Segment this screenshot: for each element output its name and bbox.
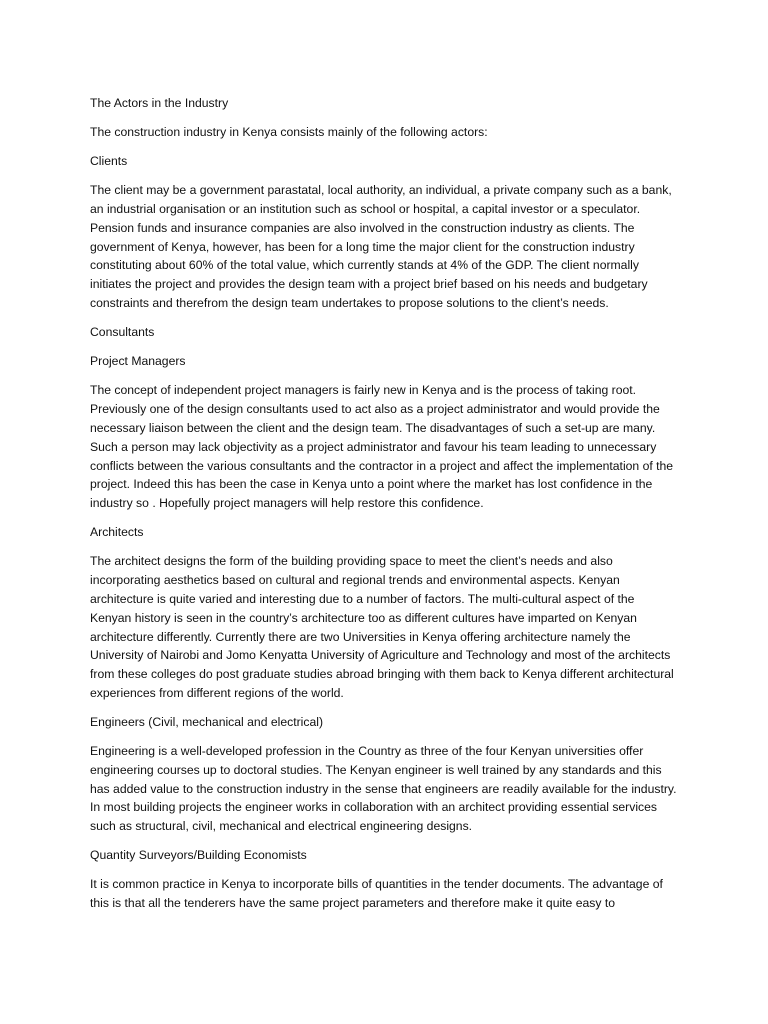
paragraph-clients: The client may be a government parastatal, local authority, an individual, a private company such as a bank, an industrial organisation or an institution such as school or hospital, a capital investor or a speculator. Pension funds and insurance companies are also involved in the construction industry as clients. The government of Kenya, however, has been for a long time the major client for the construction industry constituting about 60% of the total value, which currently stands at 4% of the GDP. The client normally initiates the project and provides the design team with a project brief based on his needs and budgetary constraints and therefrom the design team undertakes to propose solutions to the client’s needs. [90, 183, 672, 311]
heading-quantity-surveyors: Quantity Surveyors/Building Economists [90, 848, 307, 863]
paragraph-quantity-surveyors: It is common practice in Kenya to incorporate bills of quantities in the tender documents. The advantage of this is that all the tenderers have the same project parameters and therefore make it quite easy to [90, 877, 663, 911]
heading-engineers: Engineers (Civil, mechanical and electrical) [90, 714, 324, 729]
paragraph-engineers: Engineering is a well-developed profession in the Country as three of the four Kenyan universities offer engineering courses up to doctoral studies. The Kenyan engineer is well trained by any standards and this has added value to the construction industry in the sense that engineers are readily available for the industry. In most building projects the engineer works in collaboration with an architect providing essential services such as structural, civil, mechanical and electrical engineering designs. [90, 744, 677, 834]
document-body [90, 94, 678, 923]
paragraph-architects: The architect designs the form of the building providing space to meet the client’s needs and also incorporating aesthetics based on cultural and regional trends and environmental aspects. Kenyan architecture is quite varied and interesting due to a number of factors. The multi-cultural aspect of the Kenyan history is seen in the country’s architecture too as different cultures have imparted on Kenyan architecture differently. Currently there are two Universities in Kenya offering architecture namely the University of Nairobi and Jomo Kenyatta University of Agriculture and Technology and most of the architects from these colleges do post graduate studies abroad bringing with them back to Kenya different architectural experiences from different regions of the world. [90, 554, 674, 700]
paragraph-project-managers: The concept of independent project managers is fairly new in Kenya and is the process of taking root. Previously one of the design consultants used to act also as a project administrator and would provide the necessary liaison between the client and the design team. The disadvantages of such a set-up are many. Such a person may lack objectivity as a project administrator and favour his team leading to unnecessary conflicts between the various consultants and the contractor in a project and affect the implementation of the project. Indeed this has been the case in Kenya unto a point where the market has lost confidence in the industry so . Hopefully project managers will help restore this confidence. [90, 383, 674, 511]
heading-project-managers: Project Managers [90, 354, 186, 369]
heading-consultants: Consultants [90, 325, 155, 340]
intro-paragraph: The construction industry in Kenya consists mainly of the following actors: [90, 125, 488, 140]
heading-architects: Architects [90, 525, 144, 540]
section-title-actors: The Actors in the Industry [90, 96, 229, 110]
heading-clients: Clients [90, 154, 128, 169]
